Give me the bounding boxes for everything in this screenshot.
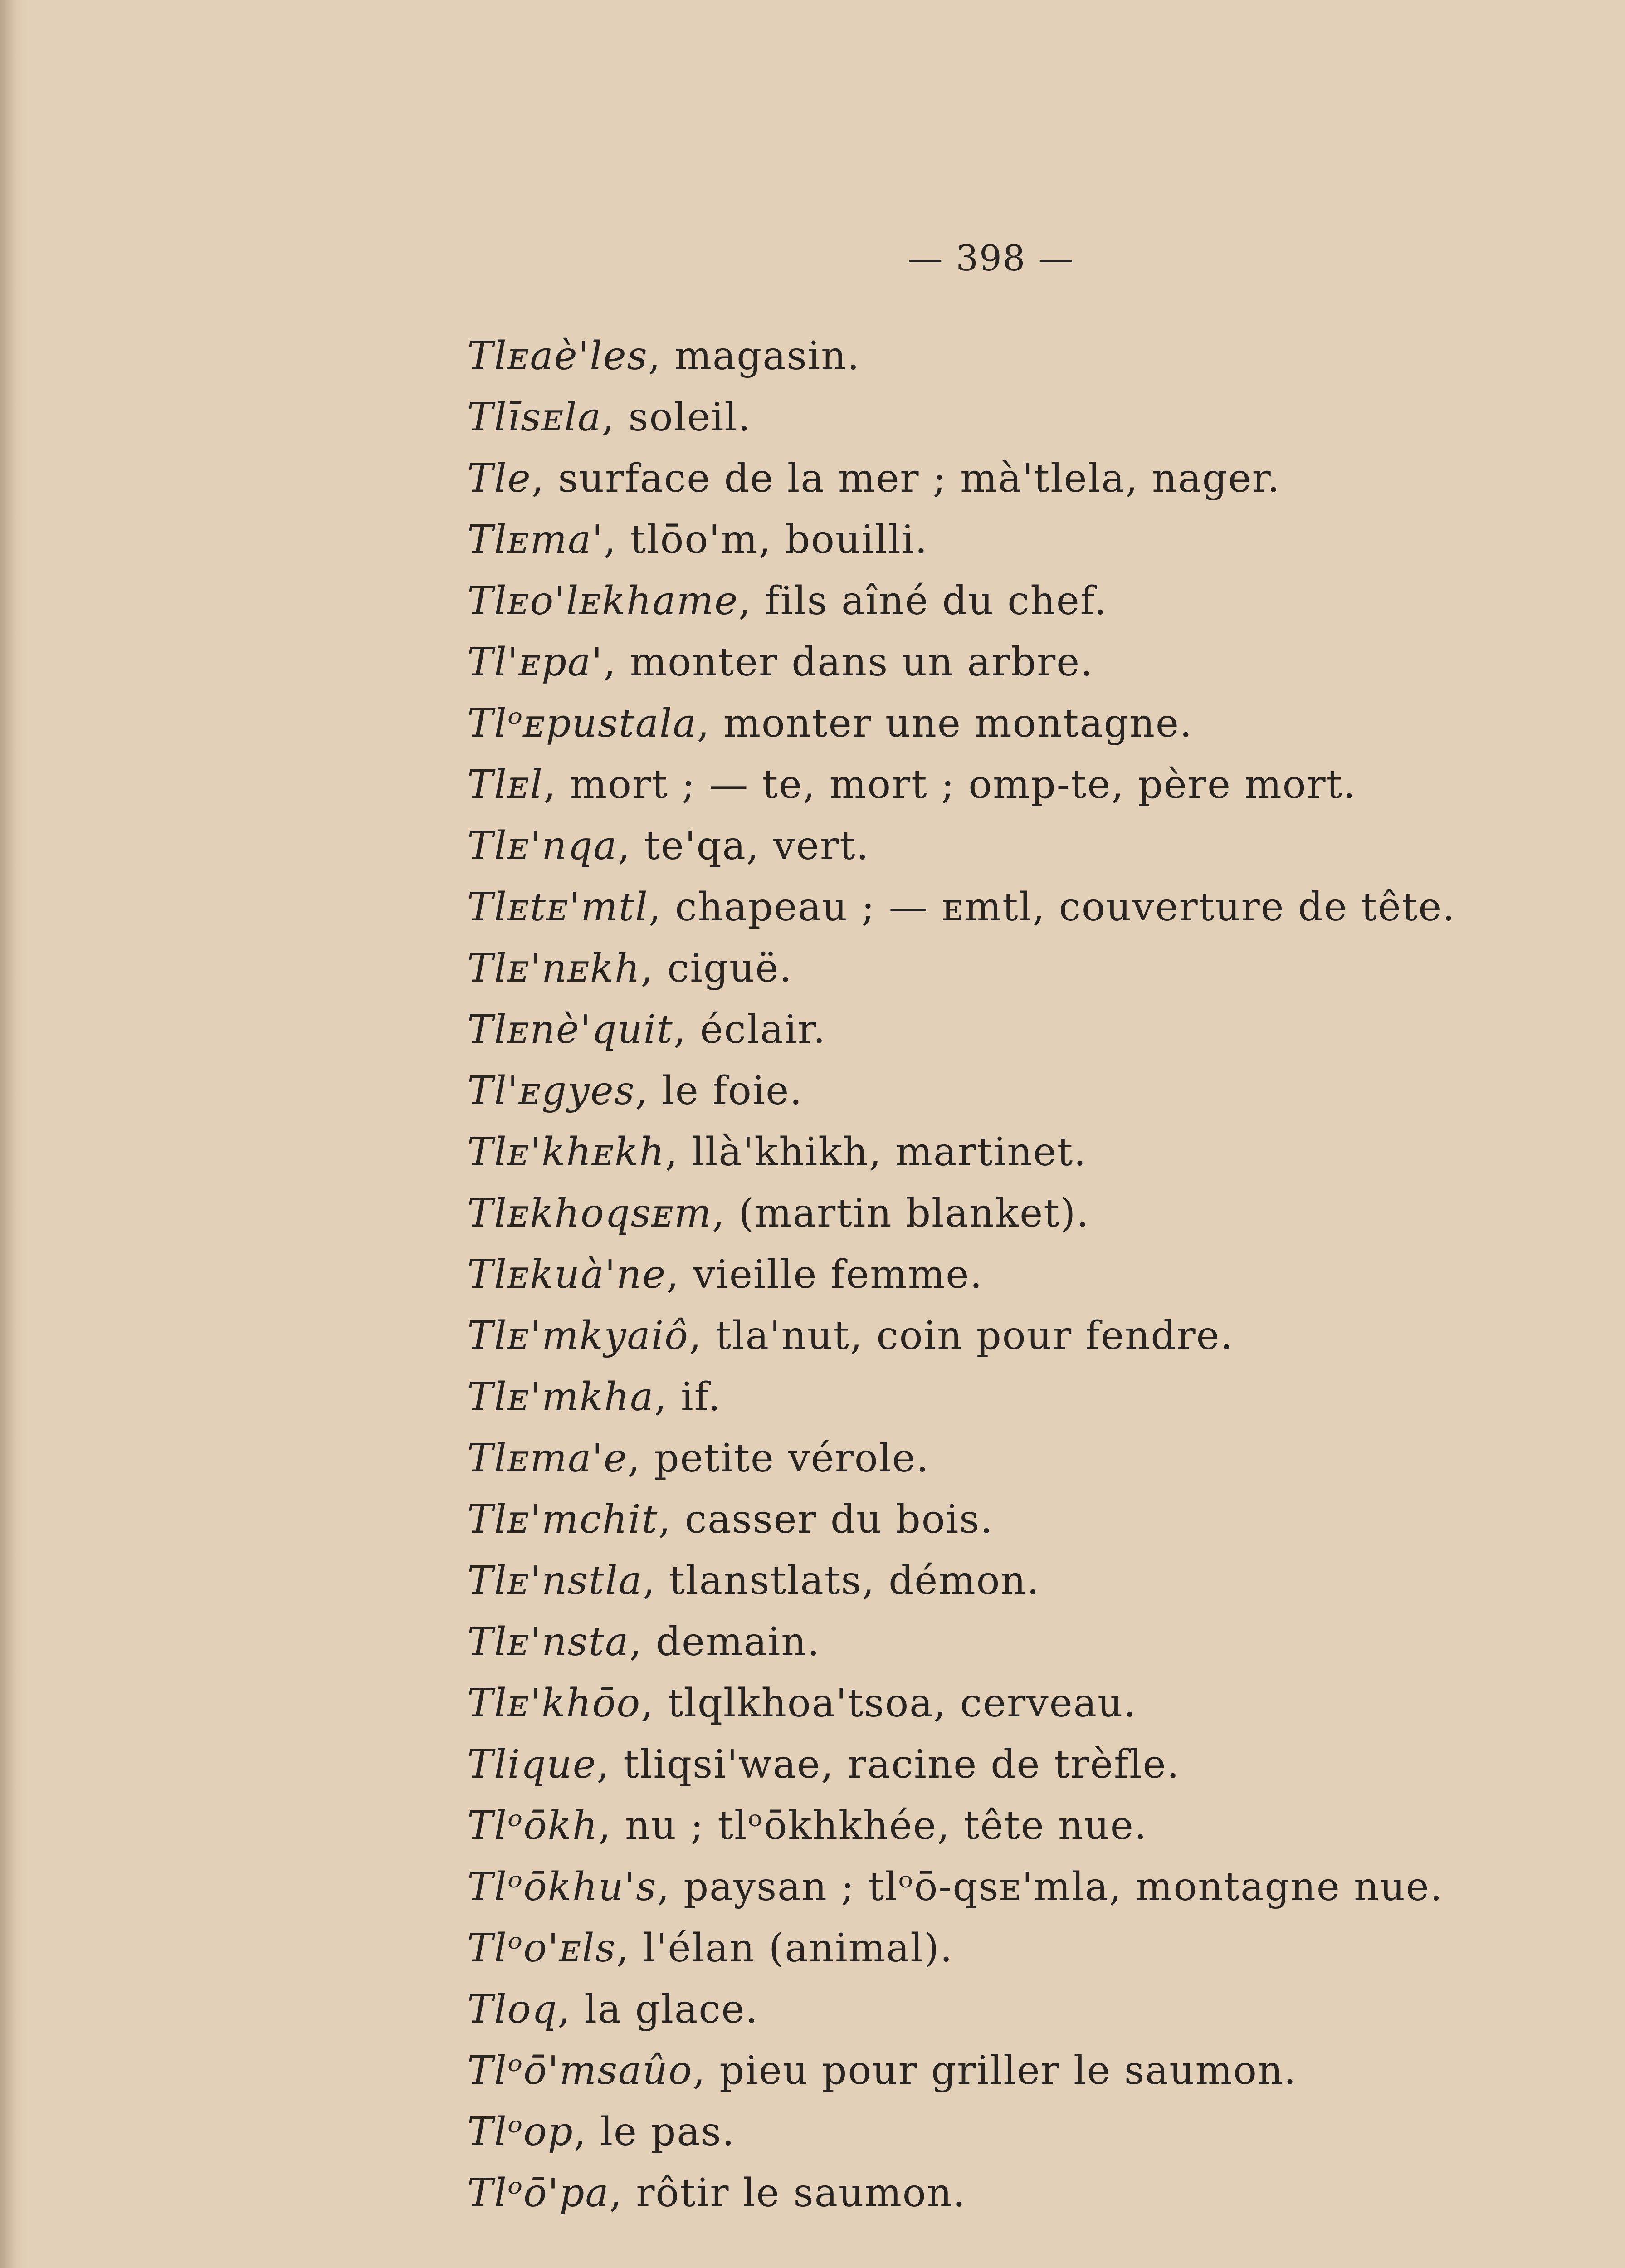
entry-definition: , surface de la mer ; mà'tlela, nager. <box>531 456 1281 501</box>
dictionary-entry-list <box>467 326 1556 2224</box>
entry-term: Tlᵒo'ᴇls <box>467 1926 616 1971</box>
entry-definition: , monter dans un arbre. <box>603 640 1094 685</box>
entry-term: Tlᴇtᴇ'mtl <box>467 885 649 930</box>
entry-term: Tlᴇ'mchit <box>467 1497 659 1542</box>
entry-definition: , tlōo'm, bouilli. <box>603 517 928 562</box>
entry-term: Tlᵒop <box>467 2109 574 2155</box>
entry-term: Tlᴇnè'quit <box>467 1007 673 1052</box>
entry-definition: , chapeau ; — ᴇmtl, couverture de tête. <box>648 885 1456 930</box>
dictionary-entry <box>467 2102 1556 2163</box>
entry-term: Tlᴇo'lᴇkhame <box>467 578 739 624</box>
dictionary-entry <box>467 1305 1556 1367</box>
entry-term: Tlᴇkhoqsᴇm <box>467 1191 712 1236</box>
entry-definition: , monter une montagne. <box>697 701 1193 746</box>
entry-definition: , llà'khikh, martinet. <box>665 1129 1087 1175</box>
dictionary-entry <box>467 1734 1556 1795</box>
entry-definition: , l'élan (animal). <box>616 1926 953 1971</box>
entry-term: Tlᴇ'mkyaiô <box>467 1313 689 1359</box>
entry-term: Tlᵒōkh <box>467 1803 599 1848</box>
entry-definition: , vieille femme. <box>666 1252 983 1297</box>
entry-term: Tl'ᴇgyes <box>467 1068 635 1114</box>
dictionary-entry <box>467 1612 1556 1673</box>
entry-term: Tlᴇ'khᴇkh <box>467 1129 665 1175</box>
dictionary-entry <box>467 387 1556 448</box>
page-gutter-shadow <box>0 0 27 2268</box>
dictionary-entry <box>467 1795 1556 1857</box>
entry-definition: , te'qa, vert. <box>617 823 870 869</box>
entry-term: Tlᴇma'e <box>467 1436 628 1481</box>
entry-term: Tlᴇ'nqa <box>467 823 618 869</box>
entry-definition: , fils aîné du chef. <box>738 578 1108 624</box>
dictionary-entry <box>467 1918 1556 1979</box>
entry-term: Tle <box>467 456 532 501</box>
dictionary-entry <box>467 632 1556 693</box>
dictionary-entry <box>467 1979 1556 2040</box>
entry-definition: , paysan ; tlᵒō-qsᴇ'mla, montagne nue. <box>657 1864 1444 1910</box>
entry-definition: , éclair. <box>673 1007 826 1052</box>
entry-term: Tloq <box>467 1987 558 2032</box>
dictionary-entry <box>467 326 1556 387</box>
dictionary-entry <box>467 1428 1556 1489</box>
entry-definition: , demain. <box>629 1619 821 1665</box>
entry-term: Tlᵒᴇpustala <box>467 701 697 746</box>
entry-definition: , tliqsi'wae, racine de trèfle. <box>596 1742 1180 1787</box>
entry-term: Tlᵒō'msaûo <box>467 2048 693 2093</box>
entry-term: Tlᴇma' <box>467 517 604 562</box>
entry-definition: , pieu pour griller le saumon. <box>693 2048 1297 2093</box>
entry-definition: , soleil. <box>601 395 752 440</box>
entry-term: Tlᴇ'mkha <box>467 1374 654 1420</box>
entry-definition: , mort ; — te, mort ; omp-te, père mort. <box>543 762 1357 807</box>
entry-term: Tlīsᴇla <box>467 395 602 440</box>
entry-definition: , nu ; tlᵒōkhkhée, tête nue. <box>598 1803 1148 1848</box>
entry-term: Tlᴇ'nsta <box>467 1619 630 1665</box>
dictionary-entry <box>467 1857 1556 1918</box>
dictionary-entry <box>467 1183 1556 1244</box>
dictionary-entry <box>467 448 1556 509</box>
dictionary-entry <box>467 509 1556 571</box>
dictionary-entry <box>467 1061 1556 1122</box>
entry-definition: , if. <box>654 1374 722 1420</box>
dictionary-entry <box>467 877 1556 938</box>
dictionary-entry <box>467 693 1556 754</box>
dictionary-entry <box>467 1244 1556 1305</box>
entry-definition: , tlanstlats, démon. <box>642 1558 1040 1603</box>
entry-definition: , le foie. <box>635 1068 803 1114</box>
dictionary-entry <box>467 2163 1556 2224</box>
dictionary-entry <box>467 1122 1556 1183</box>
dictionary-entry <box>467 999 1556 1061</box>
entry-definition: , rôtir le saumon. <box>609 2170 966 2216</box>
entry-definition: , la glace. <box>557 1987 759 2032</box>
dictionary-entry <box>467 1489 1556 1550</box>
entry-term: Tlique <box>467 1742 597 1787</box>
dictionary-entry <box>467 571 1556 632</box>
dictionary-entry <box>467 816 1556 877</box>
entry-definition: , ciguë. <box>640 946 793 991</box>
entry-term: Tlᴇ'khōo <box>467 1681 641 1726</box>
entry-definition: , tla'nut, coin pour fendre. <box>688 1313 1234 1359</box>
entry-definition: , tlqlkhoa'tsoa, cerveau. <box>641 1681 1137 1726</box>
entry-term: Tlᴇkuà'ne <box>467 1252 667 1297</box>
entry-term: Tlᴇl <box>467 762 543 807</box>
dictionary-entry <box>467 754 1556 816</box>
entry-definition: , (martin blanket). <box>712 1191 1090 1236</box>
entry-definition: , magasin. <box>648 333 860 379</box>
entry-term: Tl'ᴇpa' <box>467 640 604 685</box>
dictionary-entry <box>467 938 1556 999</box>
page-number: — 398 — <box>907 238 1075 279</box>
entry-term: Tlᴇaè'les <box>467 333 648 379</box>
entry-term: Tlᵒō'pa <box>467 2170 610 2216</box>
entry-definition: , petite vérole. <box>627 1436 930 1481</box>
dictionary-entry <box>467 1550 1556 1612</box>
dictionary-entry <box>467 2040 1556 2102</box>
entry-term: Tlᴇ'nstla <box>467 1558 643 1603</box>
dictionary-entry <box>467 1367 1556 1428</box>
entry-definition: , casser du bois. <box>658 1497 994 1542</box>
dictionary-entry <box>467 1673 1556 1734</box>
entry-term: Tlᴇ'nᴇkh <box>467 946 641 991</box>
entry-term: Tlᵒōkhu's <box>467 1864 657 1910</box>
entry-definition: , le pas. <box>573 2109 736 2155</box>
